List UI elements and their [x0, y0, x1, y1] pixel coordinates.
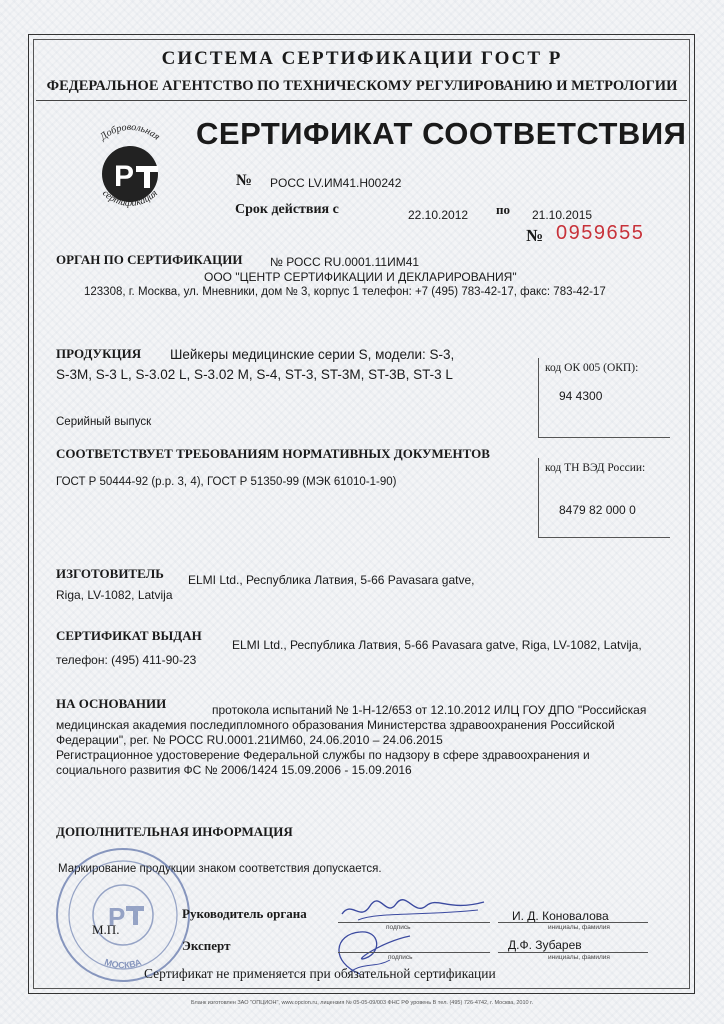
voluntary-note: Сертификат не применяется при обязательной сертификации [144, 966, 496, 981]
manufacturer-label: ИЗГОТОВИТЕЛЬ [56, 566, 164, 581]
basis-line-5: социального развития ФС № 2006/1424 15.09.2006 - 15.09.2016 [56, 763, 412, 777]
head-signature-icon [338, 892, 488, 926]
seal-city-text: МОСКВА [103, 956, 143, 971]
product-line-2: S-3M, S-3 L, S-3.02 L, S-3.02 M, S-4, ST-3, ST-3M, ST-3B, ST-3 L [56, 367, 453, 382]
expert-name-line [498, 952, 648, 953]
svg-text:Добровольная [97, 122, 162, 143]
additional-info-label: ДОПОЛНИТЕЛЬНАЯ ИНФОРМАЦИЯ [56, 824, 293, 839]
valid-to-label: по [496, 202, 510, 217]
print-info: Бланк изготовлен ЗАО "ОПЦИОН", www.opcion.ru, лицензия № 05-05-09/003 ФНС РФ уровень В тел. (495) 726-4742, г. Москва, 2010 г. [191, 1000, 533, 1006]
tnved-label: код ТН ВЭД России: [545, 462, 646, 474]
expert-sign-caption: подпись [388, 954, 413, 961]
logo-bottom-text: сертификация [100, 187, 160, 209]
svg-text:Р: Р [114, 160, 135, 193]
okp-code-box [538, 358, 670, 438]
gost-r-logo-icon [76, 114, 184, 222]
issued-line-2: телефон: (495) 411-90-23 [56, 653, 197, 667]
head-name-line [498, 922, 648, 923]
blank-number-label: № [526, 226, 544, 245]
expert-label: Эксперт [182, 938, 231, 953]
issued-line-1: ELMI Ltd., Республика Латвия, 5-66 Pavasara gatve, Riga, LV-1082, Latvija, [232, 638, 642, 652]
expert-name: Д.Ф. Зубарев [508, 938, 582, 952]
organ-name: ООО "ЦЕНТР СЕРТИФИКАЦИИ И ДЕКЛАРИРОВАНИЯ" [204, 270, 517, 284]
organ-address: 123308, г. Москва, ул. Мневники, дом № 3, корпус 1 телефон: +7 (495) 783-42-17, факс: 783-42-17 [84, 286, 606, 298]
head-name-caption: инициалы, фамилия [548, 924, 610, 931]
system-title: СИСТЕМА СЕРТИФИКАЦИИ ГОСТ Р [161, 48, 563, 69]
basis-label: НА ОСНОВАНИИ [56, 696, 167, 711]
product-line-1: Шейкеры медицинские серии S, модели: S-3, [170, 347, 455, 362]
basis-line-2: медицинская академия последипломного образования Министерства здравоохранения Российской [56, 718, 615, 732]
svg-text:Р: Р [108, 902, 126, 932]
organ-reg-number: № РОСС RU.0001.11ИМ41 [270, 255, 420, 269]
validity-label: Срок действия с [235, 202, 339, 217]
certificate-title: СЕРТИФИКАТ СООТВЕТСТВИЯ [196, 116, 687, 151]
okp-value: 94 4300 [559, 389, 603, 403]
stamp-place-label: М.П. [92, 922, 120, 937]
manufacturer-line-1: ELMI Ltd., Республика Латвия, 5-66 Pavasara gatve, [188, 573, 475, 587]
head-name: И. Д. Коновалова [512, 909, 609, 923]
manufacturer-line-2: Riga, LV-1082, Latvija [56, 588, 173, 602]
organ-label: ОРГАН ПО СЕРТИФИКАЦИИ [56, 252, 243, 267]
valid-to-date: 21.10.2015 [532, 208, 593, 222]
compliance-label: СООТВЕТСТВУЕТ ТРЕБОВАНИЯМ НОРМАТИВНЫХ ДОКУМЕНТОВ [56, 446, 490, 461]
basis-line-1: протокола испытаний № 1-Н-12/653 от 12.10.2012 ИЛЦ ГОУ ДПО "Российская [212, 703, 647, 717]
product-label: ПРОДУКЦИЯ [56, 346, 142, 361]
basis-line-3: Федерации", рег. № РОСС RU.0001.21ИМ60, 24.06.2010 – 24.06.2015 [56, 733, 443, 747]
additional-info-text: Маркирование продукции знаком соответствия допускается. [58, 863, 382, 875]
compliance-documents: ГОСТ Р 50444-92 (р.р. 3, 4), ГОСТ Р 51350-99 (МЭК 61010-1-90) [56, 476, 397, 488]
tnved-value: 8479 82 000 0 [559, 503, 636, 517]
number-label: № [236, 172, 253, 189]
head-of-organ-label: Руководитель органа [182, 906, 307, 921]
expert-name-caption: инициалы, фамилия [548, 954, 610, 961]
tnved-code-box [538, 458, 670, 538]
head-sign-caption: подпись [386, 924, 411, 931]
svg-text:МОСКВА [103, 957, 143, 971]
official-seal-icon [52, 844, 194, 986]
issued-label: СЕРТИФИКАТ ВЫДАН [56, 628, 202, 643]
basis-line-4: Регистрационное удостоверение Федеральной службы по надзору в сфере здравоохранения и [56, 748, 590, 762]
expert-sign-line [338, 952, 490, 953]
header-divider [36, 100, 687, 101]
serial-production: Серийный выпуск [56, 416, 152, 428]
logo-top-text: Добровольная [98, 121, 162, 143]
agency-name: ФЕДЕРАЛЬНОЕ АГЕНТСТВО ПО ТЕХНИЧЕСКОМУ РЕГУЛИРОВАНИЮ И МЕТРОЛОГИИ [46, 78, 678, 94]
certificate-number: POCC LV.ИМ41.H00242 [270, 176, 402, 190]
valid-from-date: 22.10.2012 [408, 208, 469, 222]
okp-label: код ОК 005 (ОКП): [545, 362, 639, 374]
blank-number: 0959655 [556, 222, 645, 244]
